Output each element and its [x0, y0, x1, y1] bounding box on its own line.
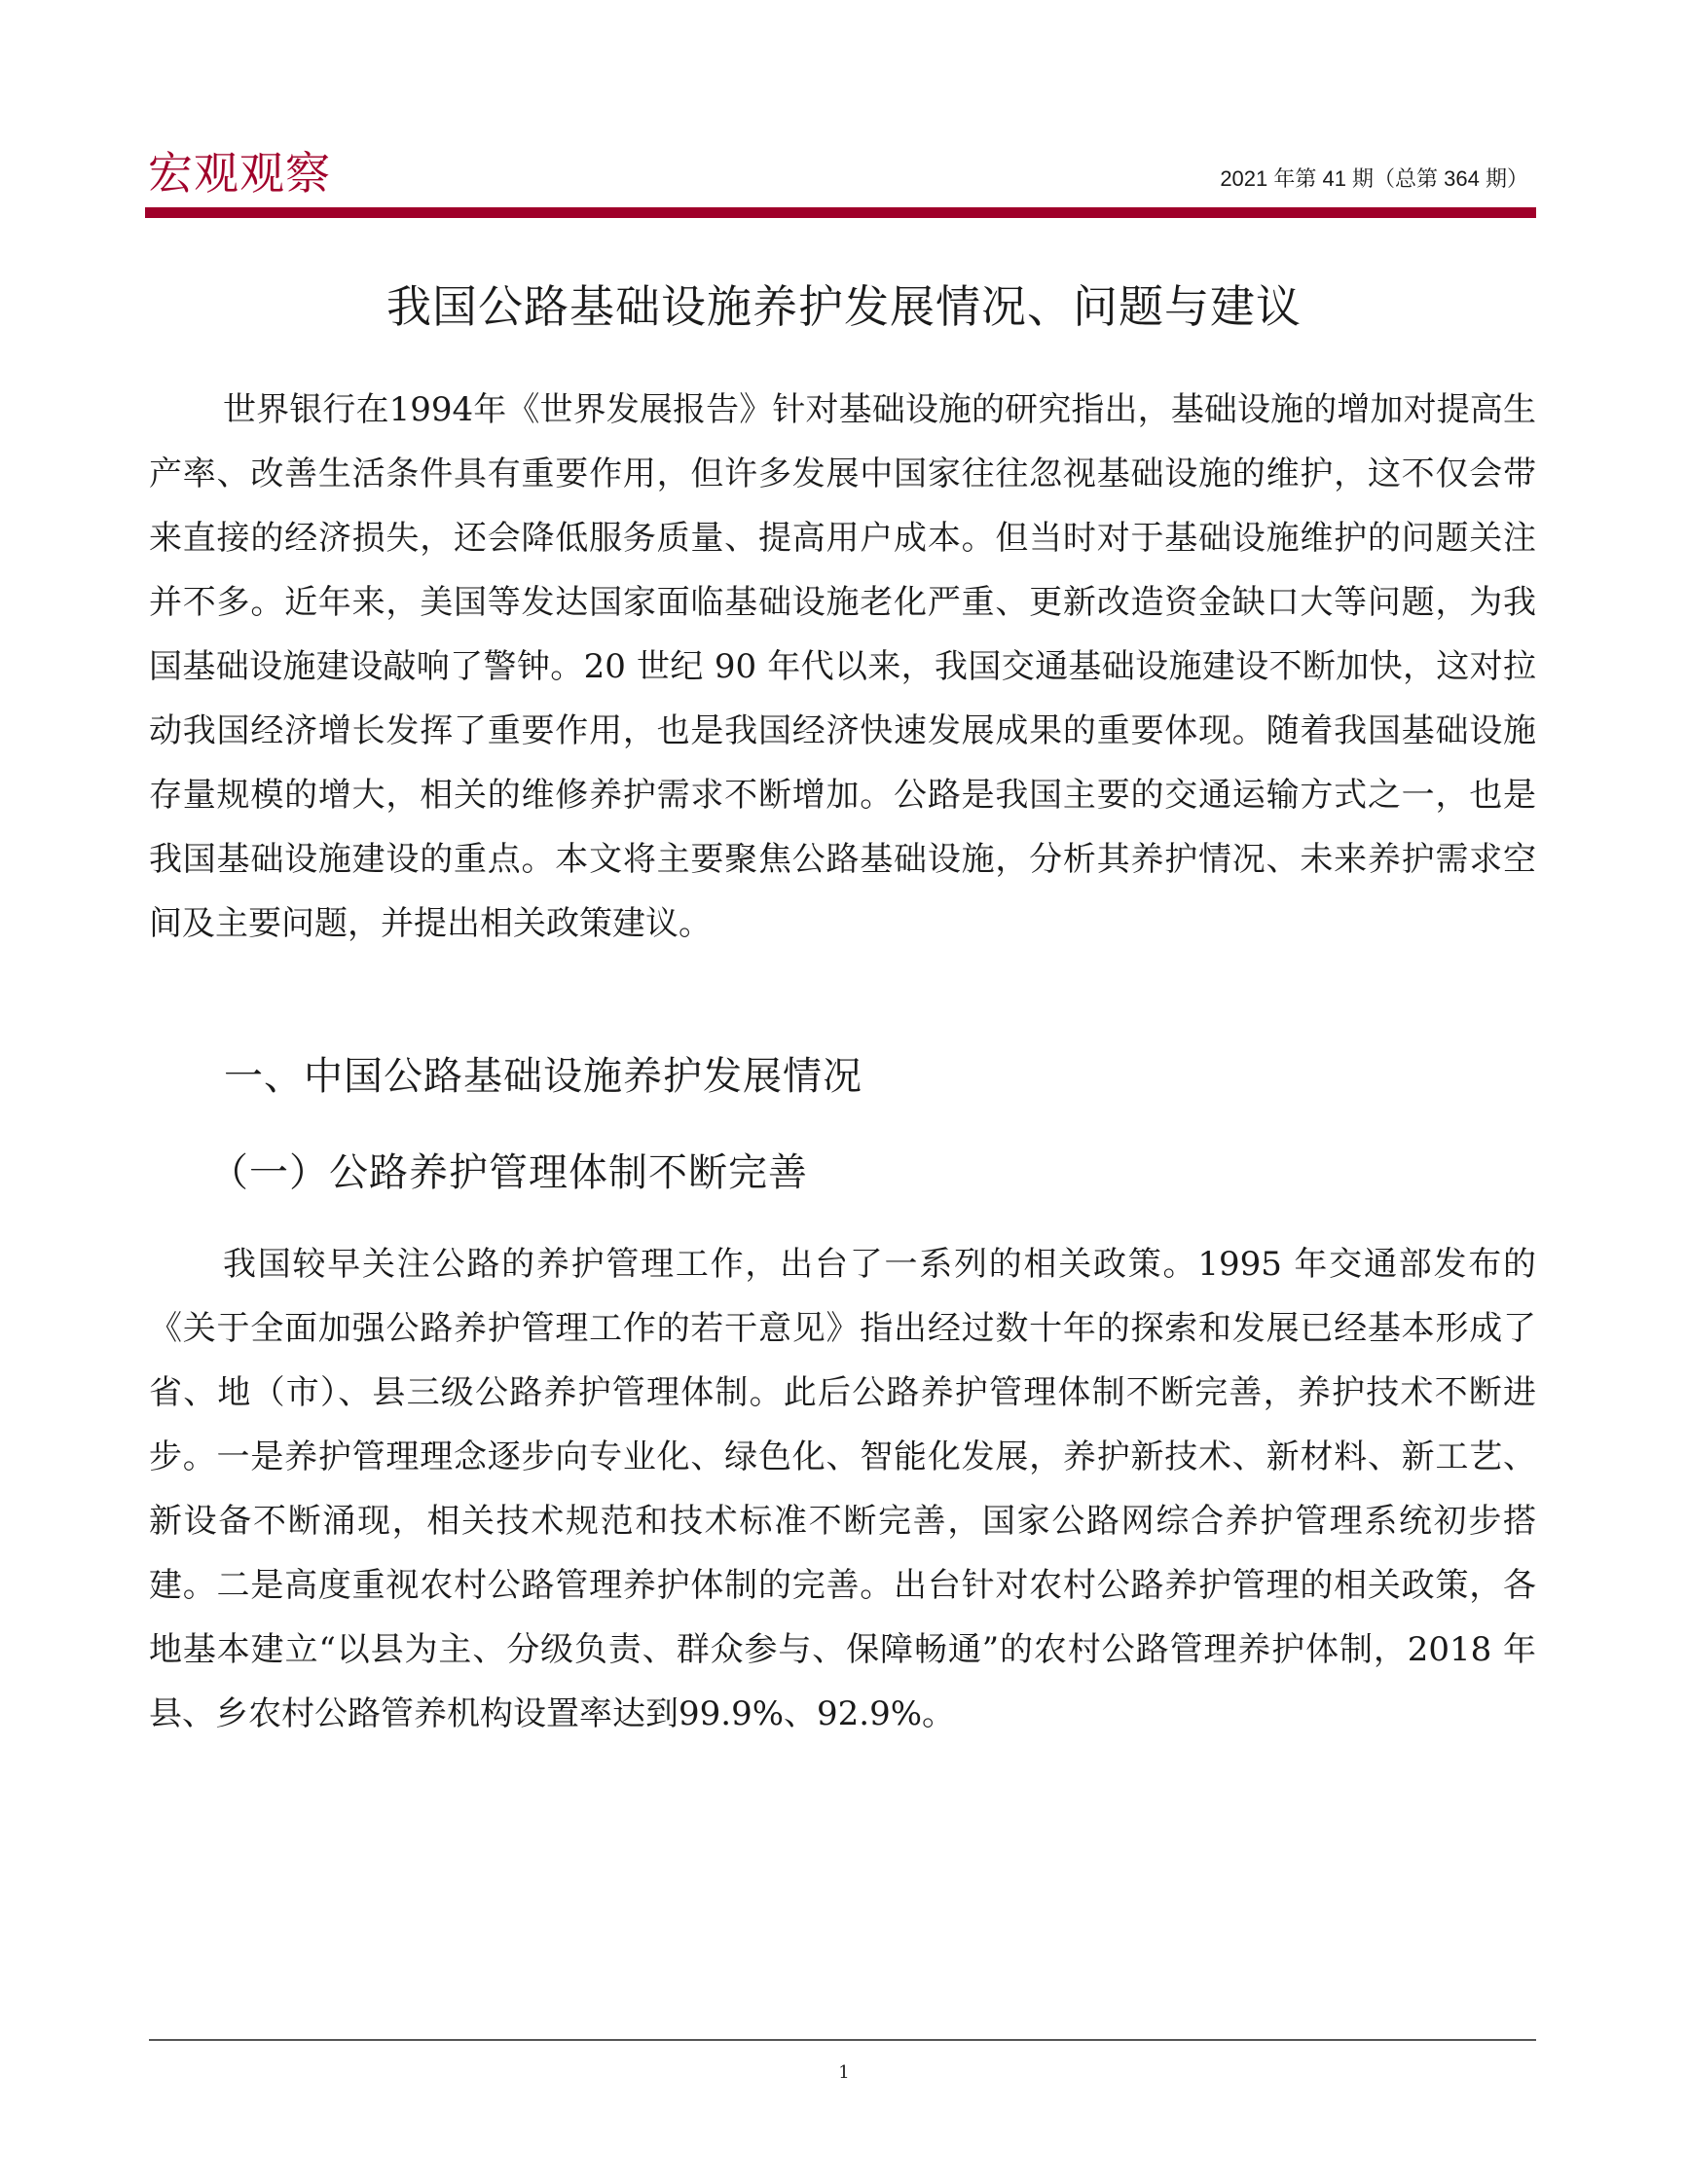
subsection-heading: （一）公路养护管理体制不断完善 [209, 1150, 808, 1195]
page-number: 1 [838, 2062, 850, 2083]
section-heading: 一、中国公路基础设施养护发展情况 [224, 1054, 862, 1099]
page-header [146, 146, 1536, 204]
publication-brand: 宏观观察 [148, 147, 331, 200]
issue-number: 2021 年第 41 期（总第 364 期） [1220, 166, 1528, 191]
header-divider [145, 207, 1536, 218]
intro-paragraph: 世界银行在1994年《世界发展报告》针对基础设施的研究指出，基础设施的增加对提高生产率、改善生活条件具有重要作用，但许多发展中国家往往忽视基础设施的维护，这不仅会带来直接的经济损失，还会降低服务质量、提高用户成本。但当时对于基础设施维护的问题关注并不多。近年来，美国等发达国家面临基础设施老化严重、更新改造资金缺口大等问题，为我国基础设施建设敲响了警钟。20 世纪 90 年代以来，我国交通基础设施建设不断加快，这对拉动我国经济增长发挥了重要作用，也是我国经济快速发展成果的重要体现。随着我国基础设施存量规模的增大，相关的维修养护需求不断增加。公路是我国主要的交通运输方式之一，也是我国基础设施建设的重点。本文将主要聚焦公路基础设施，分析其养护情况、未来养护需求空间及主要问题，并提出相关政策建议。 [149, 390, 1536, 943]
footer-divider [149, 2039, 1536, 2041]
document-title: 我国公路基础设施养护发展情况、问题与建议 [386, 280, 1302, 333]
body-paragraph: 我国较早关注公路的养护管理工作，出台了一系列的相关政策。1995 年交通部发布的《关于全面加强公路养护管理工作的若干意见》指出经过数十年的探索和发展已经基本形成了省、地（市）、县三级公路养护管理体制。此后公路养护管理体制不断完善，养护技术不断进步。一是养护管理理念逐步向专业化、绿色化、智能化发展，养护新技术、新材料、新工艺、新设备不断涌现，相关技术规范和技术标准不断完善，国家公路网综合养护管理系统初步搭建。二是高度重视农村公路管理养护体制的完善。出台针对农村公路养护管理的相关政策，各地基本建立“以县为主、分级负责、群众参与、保障畅通”的农村公路管理养护体制，2018 年县、乡农村公路管养机构设置率达到99.9%、92.9%。 [149, 1245, 1536, 1733]
